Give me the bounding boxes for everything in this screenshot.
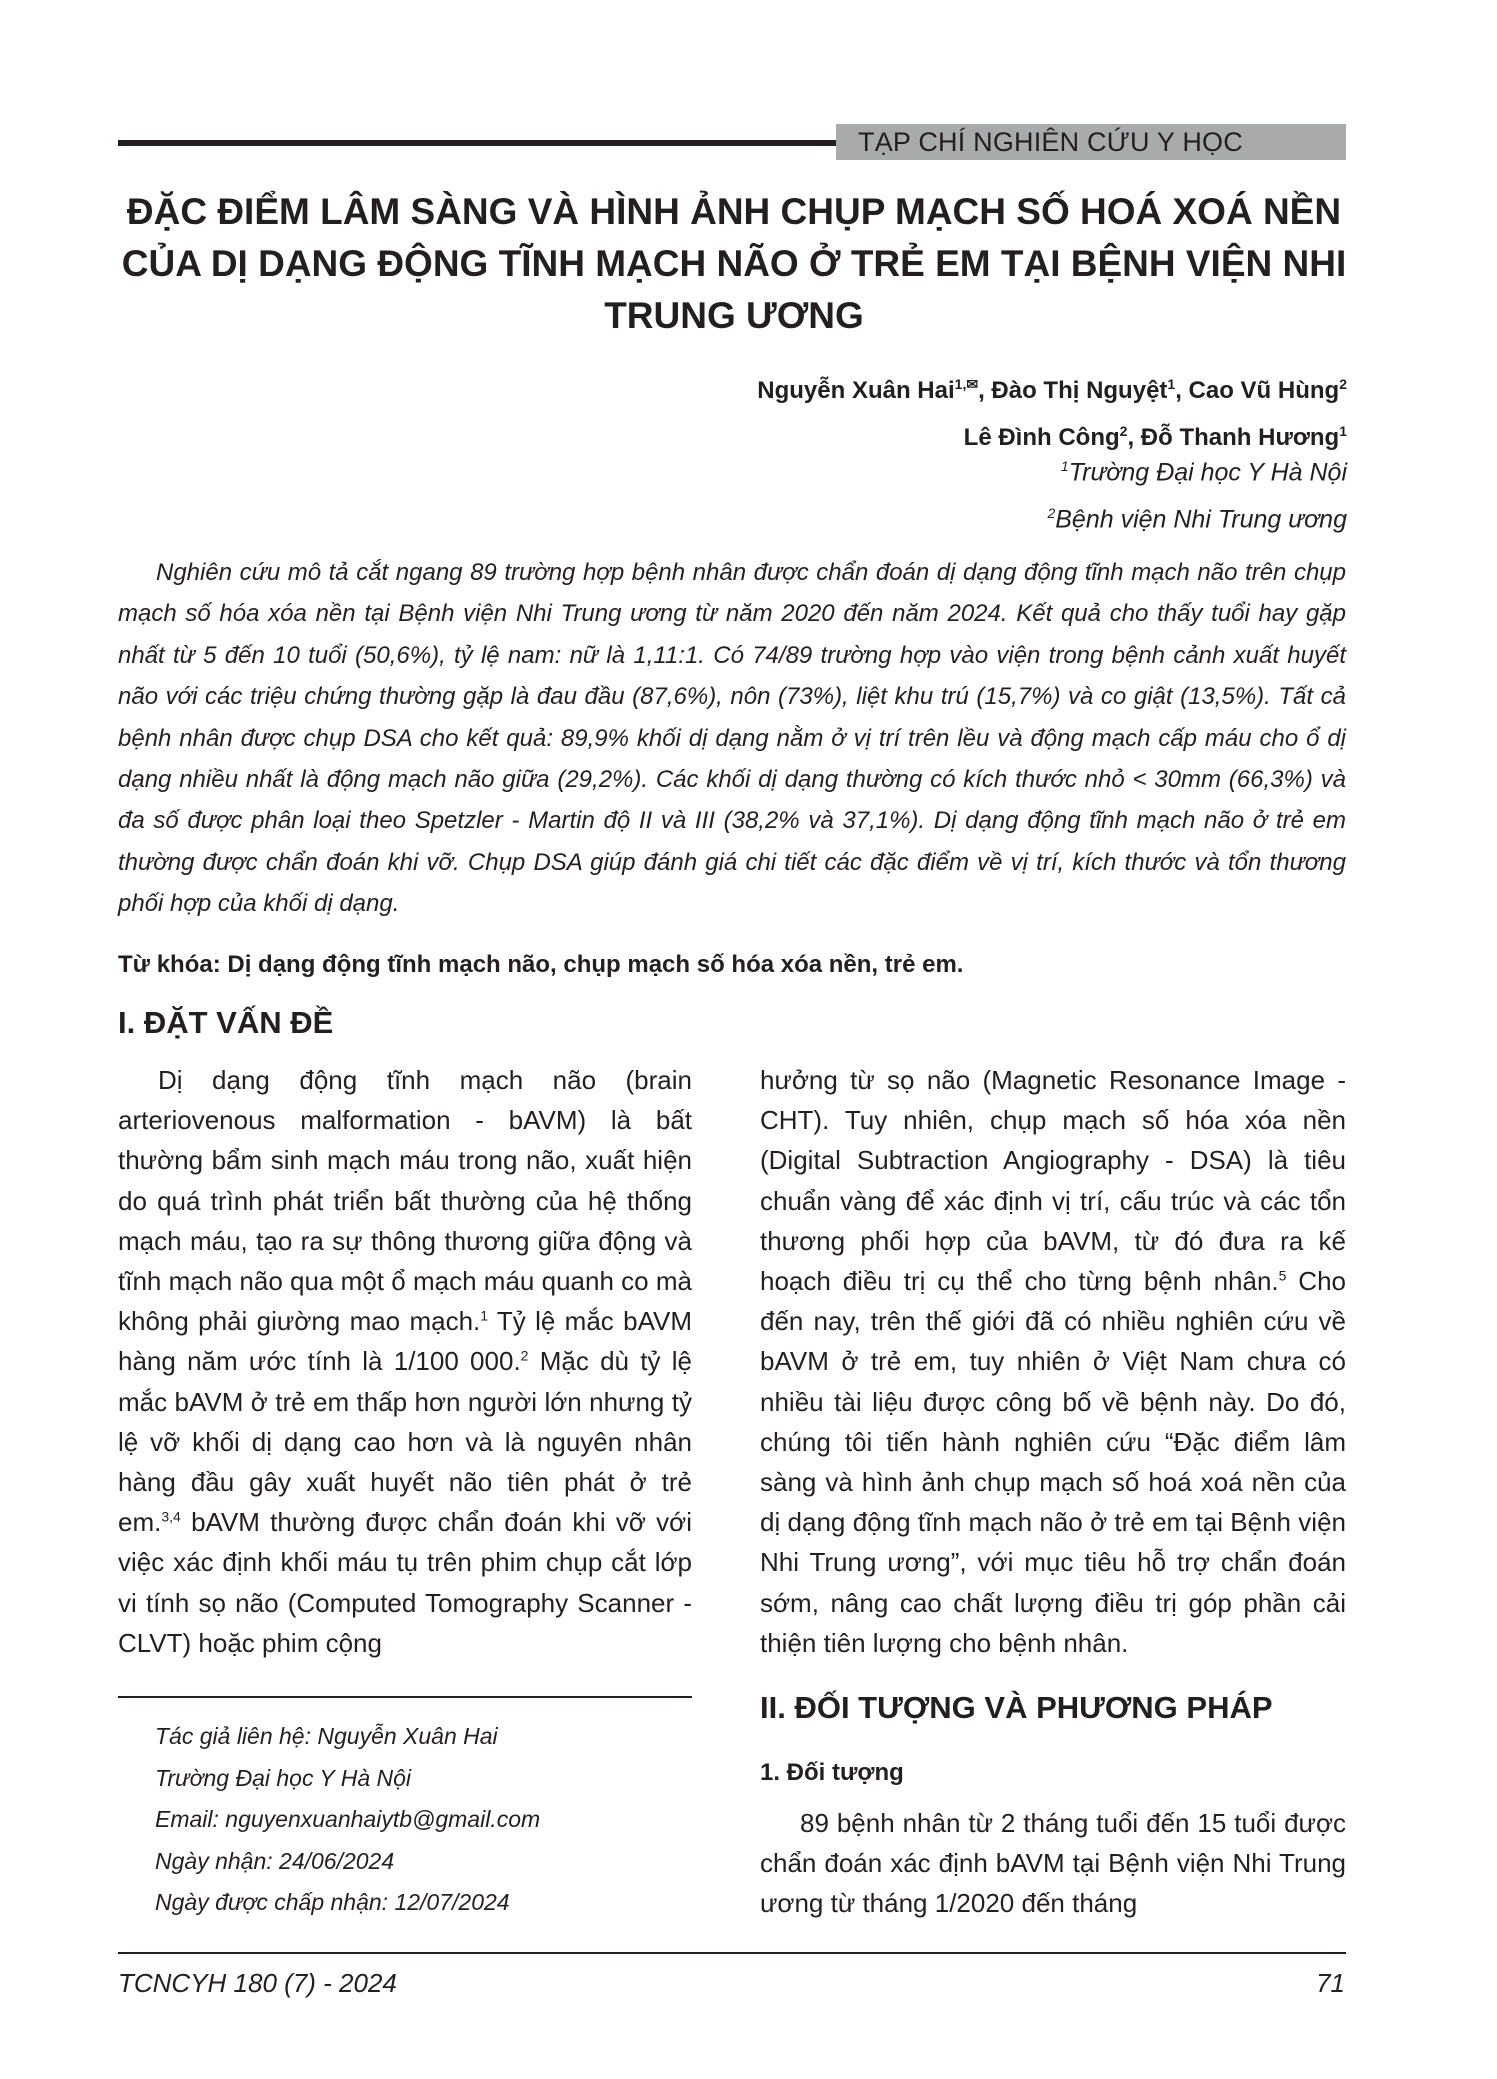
affiliations [1047, 446, 1347, 541]
author-line-1 [757, 364, 1347, 411]
header-rule [118, 140, 838, 146]
author-name: , Đào Thị Nguyệt [978, 377, 1168, 404]
author-name: , Đỗ Thanh Hương [1127, 424, 1340, 451]
footnote-line: Tác giả liên hệ: Nguyễn Xuân Hai [155, 1723, 498, 1749]
intro-left-column: Dị dạng động tĩnh mạch não (brain arteriovenous malformation - bAVM) là bất thường bẩm sinh mạch máu trong não, xuất hiện do quá trình phát triển bất thường của hệ thống mạch máu, tạo ra sự thông thương giữa động và tĩnh mạch não qua một ổ mạch máu quanh co mà không phải giường mao mạch.$^1$ Tỷ lệ mắc bAVM hàng năm ước tính là 1/100 000.$^2$ Mặc dù tỷ lệ mắc bAVM ở trẻ em thấp hơn người lớn nhưng tỷ lệ vỡ khối dị dạng cao hơn và là nguyên nhân hàng đầu gây xuất huyết não tiên phát ở trẻ em.$^{3,4}$ bAVM thường được chẩn đoán khi vỡ với việc xác định khối máu tụ trên phim chụp cắt lớp vi tính sọ não (Computed Tomography Scanner - CLVT) hoặc phim cộng [118, 1065, 692, 1658]
footnote-line: Trường Đại học Y Hà Nội [155, 1764, 412, 1791]
methods-paragraph: 89 bệnh nhân từ 2 tháng tuổi đến 15 tuổi được chẩn đoán xác định bAVM tại Bệnh viện Nhi Trung ương từ tháng 1/2020 đến tháng [760, 1808, 1346, 1919]
citation-ref: 2 [520, 1347, 529, 1364]
footnote-line: Email: nguyenxuanhaiytb@gmail.com [155, 1806, 541, 1832]
author-name: Lê Đình Công [963, 424, 1120, 451]
correspondence-footnote [155, 1716, 540, 1924]
page-number: 71 [1316, 1968, 1345, 1998]
journal-reference: TCNCYH 180 (7) - 2024 [118, 1968, 397, 1998]
section-heading-introduction: I. ĐẶT VẤN ĐỀ [118, 1005, 334, 1040]
footnote-line: Ngày được chấp nhận: 12/07/2024 [155, 1889, 510, 1915]
section-heading-methods: II. ĐỐI TƯỢNG VÀ PHƯƠNG PHÁP [760, 1690, 1273, 1725]
author-superscript: 1 [1167, 376, 1176, 392]
citation-ref: 5 [1278, 1267, 1287, 1284]
subsection-heading-subjects: 1. Đối tượng [760, 1759, 904, 1786]
author-superscript: 2 [1339, 376, 1347, 392]
abstract: Nghiên cứu mô tả cắt ngang 89 trường hợp bệnh nhân được chẩn đoán dị dạng động tĩnh mạch não trên chụp mạch số hóa xóa nền tại Bệnh viện Nhi Trung ương từ năm 2020 đến năm 2024. Kết quả cho thấy tuổi hay gặp nhất từ 5 đến 10 tuổi (50,6%), tỷ lệ nam: nữ là 1,11:1. Có 74/89 trường hợp vào viện trong bệnh cảnh xuất huyết não với các triệu chứng thường gặp là đau đầu (87,6%), nôn (73%), liệt khu trú (15,7%) và co giật (13,5%). Tất cả bệnh nhân được chụp DSA cho kết quả: 89,9% khối dị dạng nằm ở vị trí trên lều và động mạch cấp máu cho ổ dị dạng nhiều nhất là động mạch não giữa (29,2%). Các khối dị dạng thường có kích thước nhỏ < 30mm (66,3%) và đa số được phân loại theo Spetzler - Martin độ II và III (38,2% và 37,1%). Dị dạng động tĩnh mạch não ở trẻ em thường được chẩn đoán khi vỡ. Chụp DSA giúp đánh giá chi tiết các đặc điểm về vị trí, kích thước và tổn thương phối hợp của khối dị dạng. [118, 559, 1346, 918]
author-name: Nguyễn Xuân Hai [757, 377, 955, 404]
footer-rule [118, 1952, 1346, 1954]
author-list [757, 364, 1347, 458]
citation-ref: 3,4 [161, 1508, 181, 1525]
keywords: Từ khóa: Dị dạng động tĩnh mạch não, chụp mạch số hóa xóa nền, trẻ em. [118, 951, 964, 978]
affiliation-item: $^1$Trường Đại học Y Hà Nội [1060, 458, 1347, 487]
citation-ref: 1 [480, 1307, 489, 1324]
journal-tag: TẠP CHÍ NGHIÊN CỨU Y HỌC [836, 124, 1346, 160]
footnote-rule [118, 1696, 692, 1698]
article-title: ĐẶC ĐIỂM LÂM SÀNG VÀ HÌNH ẢNH CHỤP MẠCH SỐ HOÁ XOÁ NỀN CỦA DỊ DẠNG ĐỘNG TĨNH MẠCH NÃO Ở TRẺ EM TẠI BỆNH VIỆN NHI TRUNG ƯƠNG [121, 191, 1347, 336]
footnote-line: Ngày nhận: 24/06/2024 [155, 1847, 395, 1874]
author-superscript: 1 [1339, 423, 1347, 439]
intro-right-column: hưởng từ sọ não (Magnetic Resonance Image - CHT). Tuy nhiên, chụp mạch số hóa xóa nền (Digital Subtraction Angiography - DSA) là tiêu chuẩn vàng để xác định vị trí, cấu trúc và các tổn thương phối hợp của bAVM, từ đó đưa ra kế hoạch điều trị cụ thể cho từng bệnh nhân.$^5$ Cho đến nay, trên thế giới đã có nhiều nghiên cứu về bAVM ở trẻ em, tuy nhiên ở Việt Nam chưa có nhiều tài liệu được công bố về bệnh này. Do đó, chúng tôi tiến hành nghiên cứu “Đặc điểm lâm sàng và hình ảnh chụp mạch số hoá xoá nền của dị dạng động tĩnh mạch não ở trẻ em tại Bệnh viện Nhi Trung ương”, với mục tiêu hỗ trợ chẩn đoán sớm, nâng cao chất lượng điều trị góp phần cải thiện tiên lượng cho bệnh nhân. [760, 1065, 1347, 1658]
author-superscript: 2 [1119, 423, 1128, 439]
affiliation-item: $^2$Bệnh viện Nhi Trung ương [1047, 505, 1347, 534]
author-superscript: 1,✉ [954, 376, 979, 392]
author-name: , Cao Vũ Hùng [1175, 377, 1340, 404]
